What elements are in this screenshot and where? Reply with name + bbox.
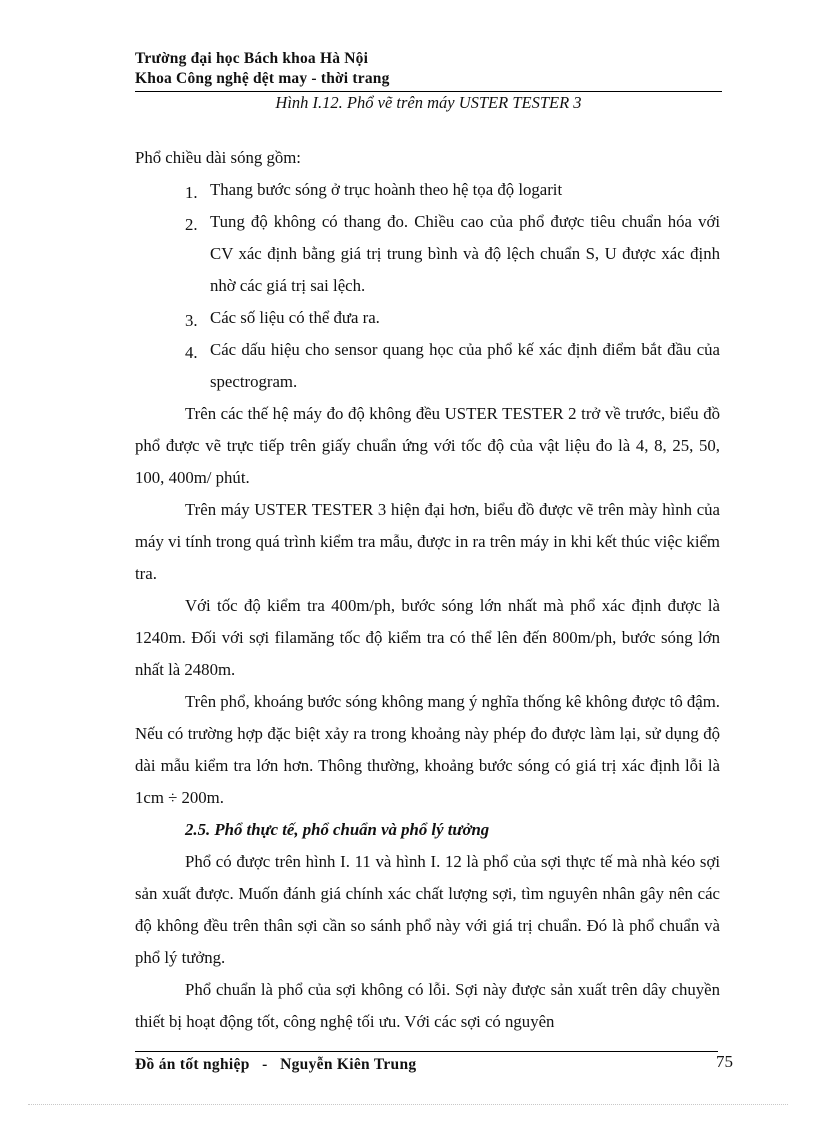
intro-line: Phổ chiều dài sóng gồm: (135, 148, 301, 167)
header-university: Trường đại học Bách khoa Hà Nội (135, 50, 369, 67)
page-edge-dotted-line (28, 1104, 788, 1105)
list-number: 4. (185, 343, 198, 362)
paragraph: Trên phổ, khoáng bước sóng không mang ý nghĩa thống kê không được tô đậm. Nếu có trường hợp đặc biệt xảy ra trong khoảng này phép đo được làm lại, sử dụng độ dài mẫu kiểm tra lớn hơn. Thông thường, khoảng bước sóng có giá trị xác định lỗi là 1cm ÷ 200m. (135, 692, 720, 807)
footer-author: Đồ án tốt nghiệp - Nguyễn Kiên Trung (135, 1056, 417, 1073)
list-text: Thang bước sóng ở trục hoành theo hệ tọa độ logarit (210, 180, 563, 199)
body-text (135, 142, 720, 1038)
figure-caption: Hình I.12. Phổ vẽ trên máy USTER TESTER 3 (275, 93, 582, 112)
list-text: Tung độ không có thang đo. Chiều cao của phổ được tiêu chuẩn hóa với CV xác định bằng giá trị trung bình và độ lệch chuẩn S, U được xác định nhờ các giá trị sai lệch. (210, 212, 720, 295)
list-number: 3. (185, 311, 198, 330)
list-item (135, 206, 720, 302)
footer-divider (135, 1051, 718, 1052)
list-item (135, 302, 720, 334)
list-number: 1. (185, 183, 198, 202)
paragraph: Trên máy USTER TESTER 3 hiện đại hơn, biểu đồ được vẽ trên mày hình của máy vi tính trong quá trình kiểm tra mẫu, được in ra trên máy in khi kết thúc việc kiểm tra. (135, 500, 720, 583)
paragraph: Trên các thế hệ máy đo độ không đều USTER TESTER 2 trở về trước, biểu đồ phổ được vẽ trực tiếp trên giấy chuẩn ứng với tốc độ của vật liệu đo là 4, 8, 25, 50, 100, 400m/ phút. (135, 404, 720, 487)
numbered-list (135, 174, 720, 398)
list-number: 2. (185, 215, 198, 234)
list-text: Các số liệu có thể đưa ra. (210, 308, 380, 327)
paragraph: Phổ có được trên hình I. 11 và hình I. 12 là phổ của sợi thực tế mà nhà kéo sợi sản xuất được. Muốn đánh giá chính xác chất lượng sợi, tìm nguyên nhân gây nên các độ không đều trên thân sợi cần so sánh phổ này với giá trị chuẩn. Đó là phổ chuẩn và phổ lý tưởng. (135, 852, 720, 967)
page-number: 75 (716, 1052, 733, 1071)
header-divider (135, 91, 722, 92)
section-heading: 2.5. Phổ thực tế, phổ chuẩn và phổ lý tưởng (185, 820, 490, 839)
list-text: Các dấu hiệu cho sensor quang học của phổ kế xác định điểm bắt đầu của spectrogram. (210, 340, 720, 391)
list-item (135, 334, 720, 398)
list-item (135, 174, 720, 206)
header-faculty: Khoa Công nghệ dệt may - thời trang (135, 70, 390, 87)
paragraph: Với tốc độ kiểm tra 400m/ph, bước sóng lớn nhất mà phổ xác định được là 1240m. Đối với sợi filamăng tốc độ kiểm tra có thể lên đến 800m/ph, bước sóng lớn nhất là 2480m. (135, 596, 720, 679)
paragraph: Phổ chuẩn là phổ của sợi không có lỗi. Sợi này được sản xuất trên dây chuyền thiết bị hoạt động tốt, công nghệ tối ưu. Với các sợi có nguyên (135, 980, 720, 1031)
